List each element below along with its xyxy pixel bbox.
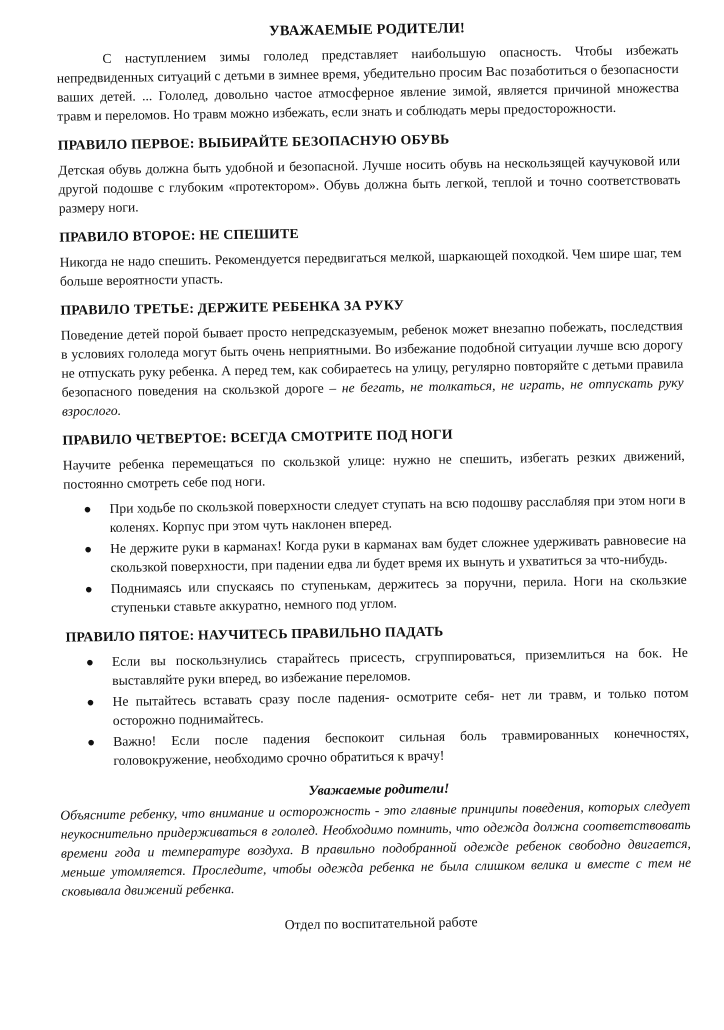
list-item-text: Важно! Если после падения беспокоит сильная боль травмированных конечностях, головокружение, необходимо срочно обратиться к врачу! — [113, 724, 690, 768]
rule5-heading: ПРАВИЛО ПЯТОЕ: НАУЧИТЕСЬ ПРАВИЛЬНО ПАДАТЬ — [65, 623, 444, 645]
rule3-emphasis: не бегать, не толкаться, не играть, не отпускать руку взрослого. — [61, 374, 684, 419]
rule5-bullet-list — [66, 643, 690, 771]
list-item-text: Не держите руки в карманах! Когда руки в карманах вам будет сложнее удерживать равновесие на скользкой поверхности, при падении едва ли будет время их вынуть и ухватиться за что-нибудь. — [110, 531, 687, 575]
bullet-icon: ● — [85, 654, 94, 670]
signature: Отдел по воспитательной работе — [284, 914, 478, 933]
bullet-icon: ● — [87, 734, 96, 750]
rule4-text: Научите ребенка перемещаться по скользкой улице: нужно не спешить, избегать резких движений, постоянно смотреть себе под ноги. — [62, 447, 685, 492]
rule3-heading: ПРАВИЛО ТРЕТЬЕ: ДЕРЖИТЕ РЕБЕНКА ЗА РУКУ — [60, 297, 405, 318]
rule4-heading: ПРАВИЛО ЧЕТВЕРТОЕ: ВСЕГДА СМОТРИТЕ ПОД НОГИ — [62, 426, 453, 448]
list-item — [83, 490, 686, 537]
rule1-text: Детская обувь должна быть удобной и безопасной. Лучше носить обувь на нескользящей каучуковой или другой подошве с глубоким «протектором». Обувь должна быть легкой, теплой и точно соответствовать размеру ноги. — [58, 152, 681, 216]
closing-section — [60, 777, 692, 901]
bullet-icon: ● — [84, 541, 93, 557]
rule2-text: Никогда не надо спешить. Рекомендуется передвигаться мелкой, шаркающей походкой. Чем шире шаг, тем больше вероятности упасть. — [59, 244, 682, 289]
list-item-text: Поднимаясь или спускаясь по ступенькам, держитесь за поручни, перила. Ноги на скользкие ступеньки ставьте аккуратно, немного под углом. — [110, 571, 687, 615]
rule4-bullet-list — [63, 490, 687, 618]
closing-title: Уважаемые родители! — [308, 780, 450, 798]
rule3-text: Поведение детей порой бывает просто непредсказуемым, ребенок может внезапно побежать, последствия в условиях гололеда могут быть очень неприятными. Во избежание подобной ситуации лучше всю дорогу не отпускать руку ребенка. А перед тем, как собираетесь на улицу, регулярно повторяйте с детьми правила безопасного поведения на скользкой дороге – — [60, 317, 684, 400]
closing-text: Объясните ребенку, что внимание и осторожность - это главные принципы поведения, которых следует неукоснительно придерживаться в гололед. Необходимо помнить, что одежда должна соответствовать времени года и температуре воздуха. В правильно подобранной одежде ребенок свободно двигается, меньше утомляется. Проследите, чтобы одежда ребенка не была слишком велика и вместе с тем не сковывала движений ребенка. — [60, 797, 692, 899]
list-item — [84, 570, 688, 617]
list-item-text: Если вы поскользнулись старайтесь присесть, сгруппироваться, приземлиться на бок. Не выставляйте руки вперед, во избежание переломов. — [111, 644, 688, 688]
intro-paragraph: С наступлением зимы гололед представляет наибольшую опасность. Чтобы избежать непредвиденных ситуаций с детьми в зимнее время, убедительно просим Вас позаботиться о безопасности ваших детей. ... Гололед, довольно частое атмосферное явление зимой, является причиной множества травм и переломов. Но травм можно избежать, если знать и соблюдать меры предосторожности. — [56, 41, 680, 124]
page-title: УВАЖАЕМЫЕ РОДИТЕЛИ! — [268, 20, 466, 40]
list-item — [87, 723, 690, 770]
bullet-icon: ● — [83, 501, 92, 517]
list-item — [86, 683, 689, 730]
list-item — [84, 530, 687, 577]
rule1-heading: ПРАВИЛО ПЕРВОЕ: ВЫБИРАЙТЕ БЕЗОПАСНУЮ ОБУВЬ — [57, 131, 450, 153]
bullet-icon: ● — [86, 694, 95, 710]
list-item — [85, 643, 689, 690]
rule2-heading: ПРАВИЛО ВТОРОЕ: НЕ СПЕШИТЕ — [59, 225, 299, 245]
list-item-text: Не пытайтесь вставать сразу после падения- осмотрите себя- нет ли травм, и только потом осторожно поднимайтесь. — [112, 684, 689, 728]
rule3-paragraph — [61, 316, 684, 421]
bullet-icon: ● — [84, 581, 93, 597]
list-item-text: При ходьбе по скользкой поверхности следует ступать на всю подошву расслабляя при этом ноги в коленях. Корпус при этом чуть наклонен вперед. — [109, 491, 686, 535]
